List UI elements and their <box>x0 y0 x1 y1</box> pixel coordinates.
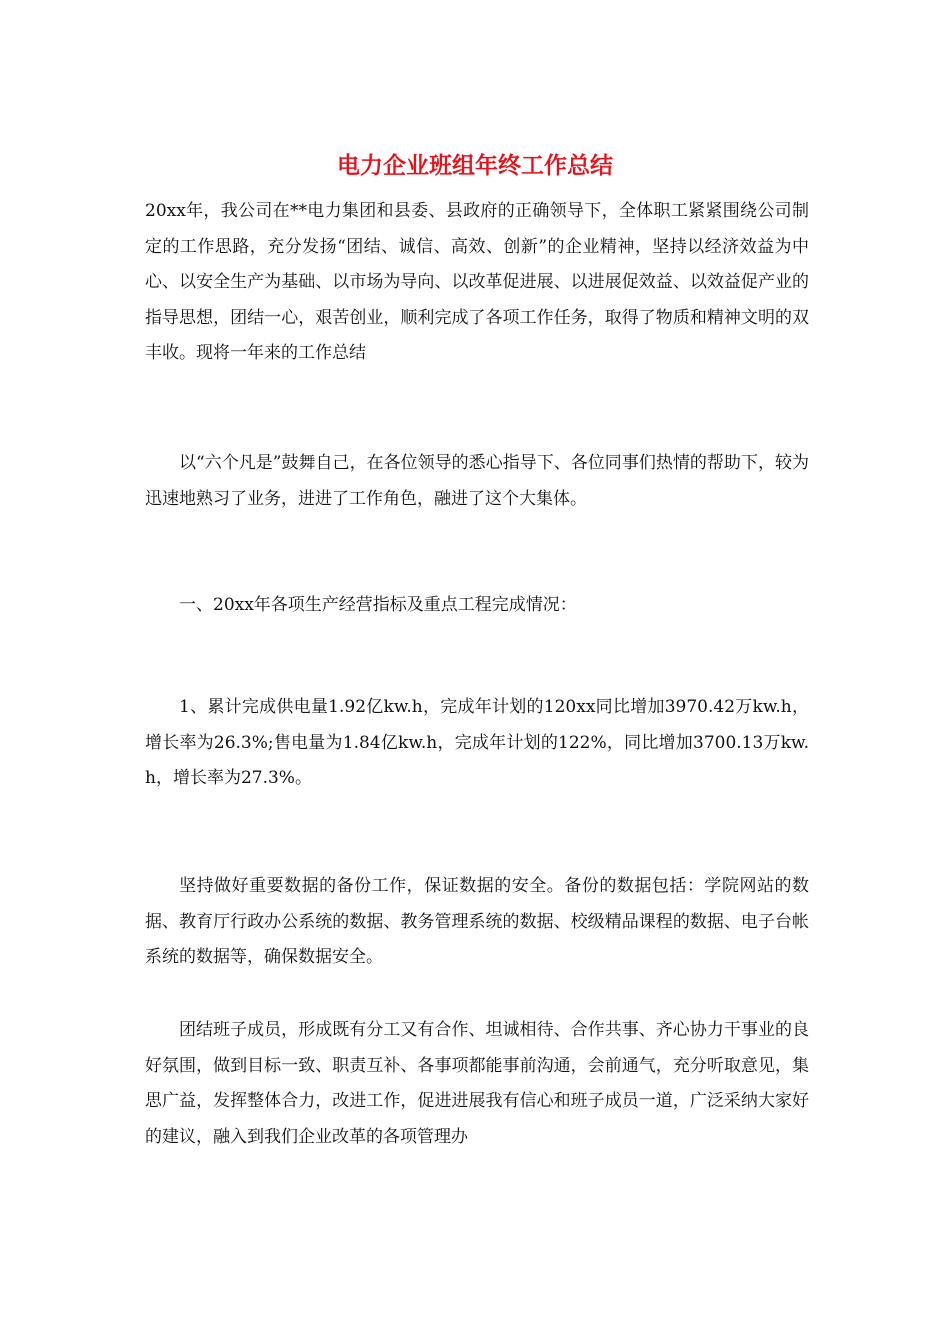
paragraph-team-unity: 团结班子成员，形成既有分工又有合作、坦诚相待、合作共事、齐心协力干事业的良好氛围，做到目标一致、职责互补、各事项都能事前沟通，会前通气，充分听取意见，集思广益，发挥整体合力，改进工作，促进进展我有信心和班子成员一道，广泛采纳大家好的建议，融入到我们企业改革的各项管理办 <box>145 1020 809 1147</box>
paragraph-data-backup: 坚持做好重要数据的备份工作，保证数据的安全。备份的数据包括：学院网站的数据、教育厅行政办公系统的数据、教务管理系统的数据、校级精品课程的数据、电子台帐系统的数据等，确保数据安全。 <box>145 876 809 967</box>
paragraph-intro: 20xx年，我公司在**电力集团和县委、县政府的正确领导下，全体职工紧紧围绕公司制定的工作思路，充分发扬“团结、诚信、高效、创新”的企业精神，坚持以经济效益为中心、以安全生产为基础、以市场为导向、以改革促进展、以进展促效益、以效益促产业的指导思想，团结一心，艰苦创业，顺利完成了各项工作任务，取得了物质和精神文明的双丰收。现将一年来的工作总结 <box>145 201 809 363</box>
paragraph-power-supply: 1、累计完成供电量1.92亿kw.h，完成年计划的120xx同比增加3970.42万kw.h，增长率为26.3%;售电量为1.84亿kw.h，完成年计划的122%，同比增加3700.13万kw.h，增长率为27.3%。 <box>145 697 809 788</box>
document-title: 电力企业班组年终工作总结 <box>337 152 613 179</box>
section-heading-indicators: 一、20xx年各项生产经营指标及重点工程完成情况： <box>179 595 577 615</box>
paragraph-six-principles: 以“六个凡是”鼓舞自己，在各位领导的悉心指导下、各位同事们热情的帮助下，较为迅速地熟习了业务，进进了工作角色，融进了这个大集体。 <box>145 453 809 509</box>
